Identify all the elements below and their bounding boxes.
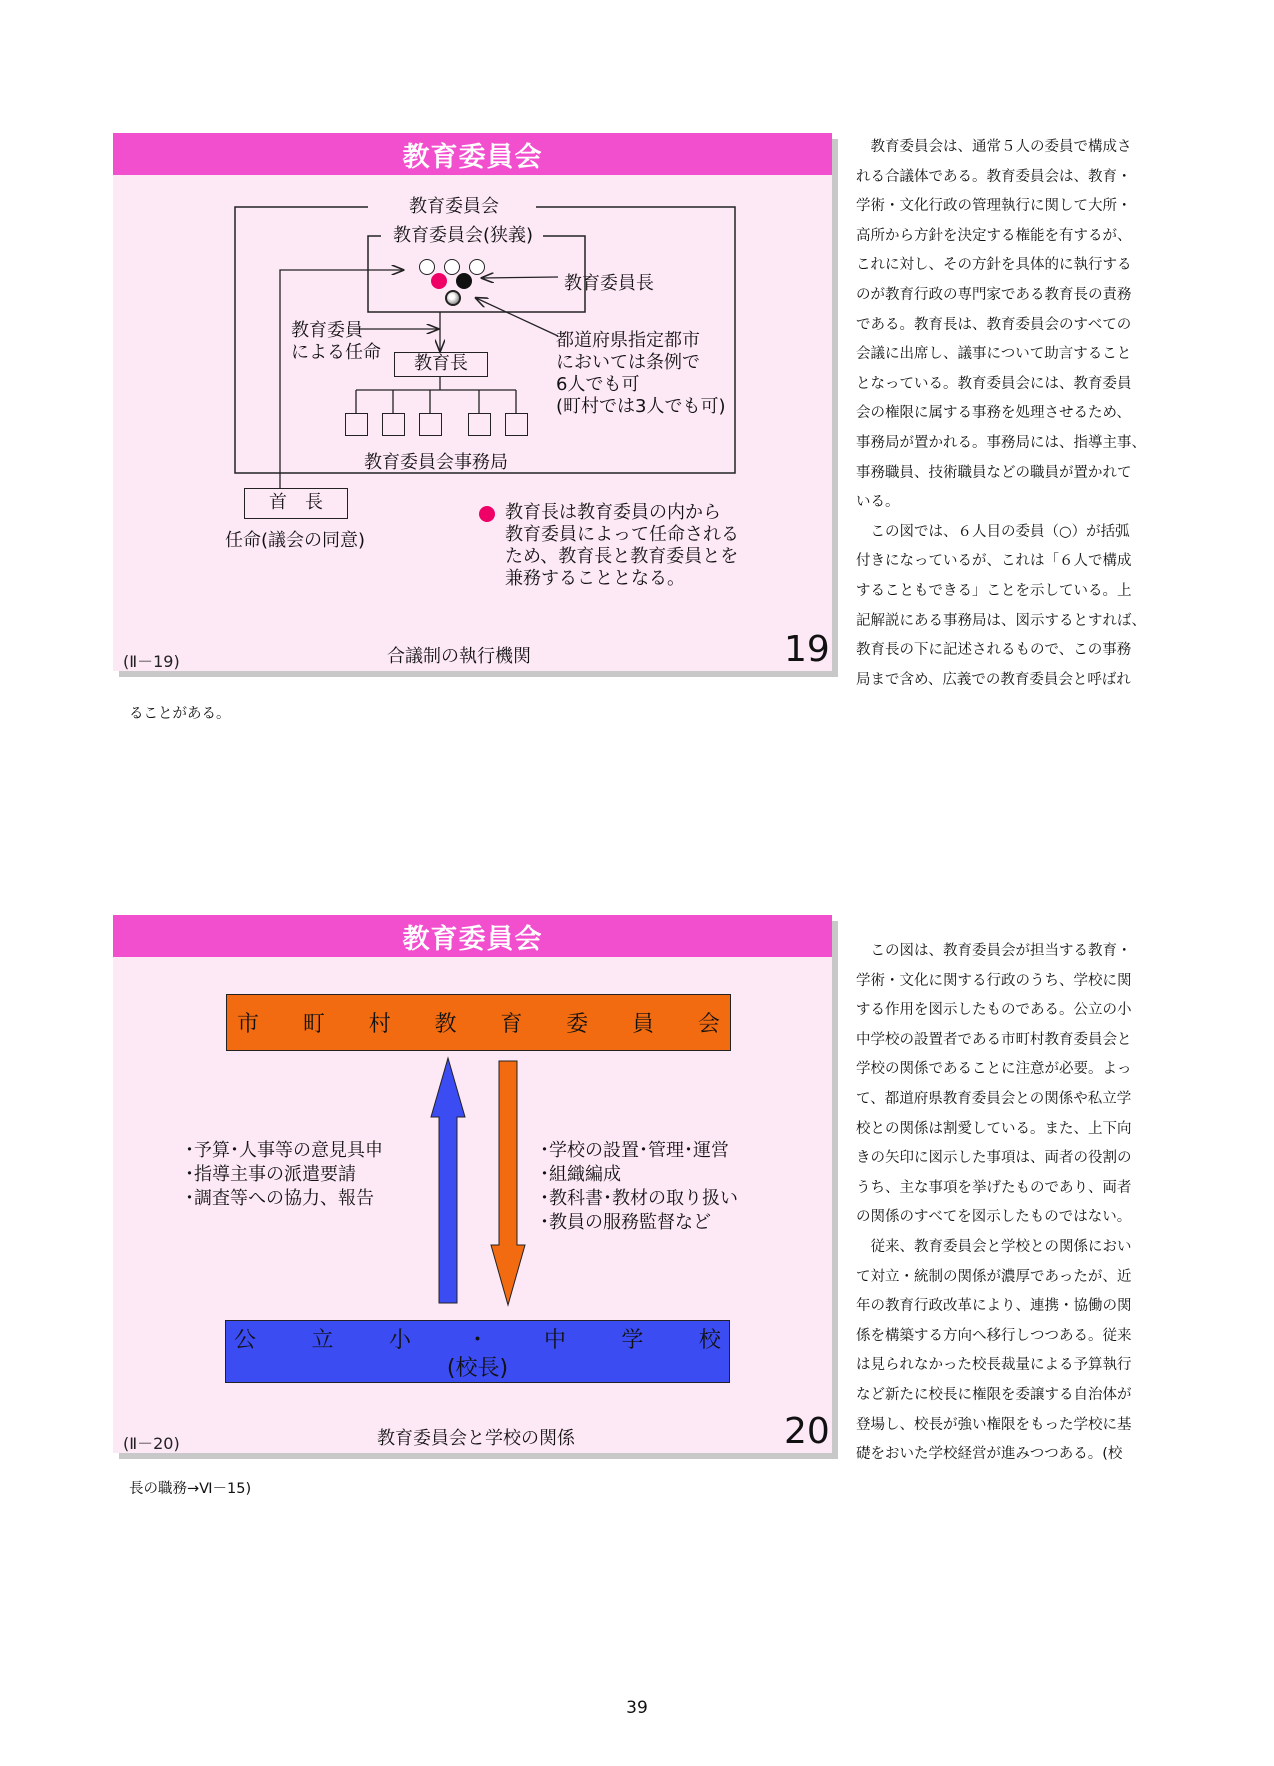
commentary-line: は見られなかった校長裁量による予算執行 [856,1357,1132,1374]
superintendent-box [394,352,488,377]
commentary-line: 中学校の設置者である市町村教育委員会と [856,1031,1132,1048]
commentary-line: 登場し、校長が強い権限をもった学校に基 [856,1416,1132,1433]
board-char: 委 [566,1012,589,1037]
commentary-19-continuation: ることがある。 [129,706,231,722]
member-circle [419,259,435,275]
school-char: 公 [234,1327,257,1353]
optional-sixth-member-icon [445,290,461,306]
school-char: 立 [311,1327,334,1353]
secretariat-unit-box [419,413,442,436]
slide-19 [113,133,832,671]
school-char: 校 [698,1327,721,1353]
board-to-school-items [540,1139,738,1235]
appoint-label [291,320,381,364]
school-char: 小 [388,1327,411,1353]
note-line: (町村では3人でも可) [556,396,726,417]
commentary-line: いる。 [856,494,900,511]
note-text [556,330,726,418]
slide-20 [113,915,832,1453]
member-circle [469,259,485,275]
commentary-line: うち、主な事項を挙げたものであり、両者 [856,1179,1132,1196]
commentary-line: のが教育行政の専門家である教育長の責務 [856,286,1132,303]
slide-code: (Ⅱ－19) [123,652,180,671]
school-to-board-items [185,1139,383,1211]
secretariat-unit-box [345,413,368,436]
slide-code: (Ⅱ－20) [123,1434,180,1453]
bullet-line: ため、教育長と教育委員とを [505,546,739,567]
board-to-school-item: ･組織編成 [540,1164,621,1185]
commentary-line: 学術・文化に関する行政のうち、学校に関 [856,972,1132,989]
board-char: 教 [434,1012,457,1037]
school-to-board-item: ･調査等への協力、報告 [185,1188,374,1209]
slide-caption: 合議制の執行機関 [387,646,531,667]
member-circle [444,259,460,275]
bullet-line: 教育委員によって任命される [505,524,739,545]
mayor-appoint-label: 任命(議会の同意) [225,530,366,551]
commentary-line: 従来、教育委員会と学校との関係におい [856,1238,1132,1255]
secretariat-unit-box [468,413,491,436]
school-to-board-item: ･予算･人事等の意見具申 [185,1140,383,1161]
commentary-line: である。教育長は、教育委員会のすべての [856,316,1132,333]
bullet-red-dot [479,506,495,522]
school-chars-row [226,1321,729,1351]
commentary-line: 局まで含め、広義での教育委員会と呼ばれ [856,671,1131,688]
commentary-line: この図は、教育委員会が担当する教育・ [856,943,1132,959]
commentary-line: 学校の関係であることに注意が必要。よっ [856,1061,1132,1078]
note-line: においては条例で [556,352,700,373]
commentary-line: 記解説にある事務局は、図示するとすれば、 [856,612,1146,629]
board-narrow-label: 教育委員会(狭義) [393,225,534,246]
superintendent-label: 教育長 [414,353,468,374]
chair-label: 教育委員長 [564,273,654,294]
board-char: 会 [697,1012,720,1037]
school-to-board-item: ･指導主事の派遣要請 [185,1164,356,1185]
slide-caption: 教育委員会と学校の関係 [377,1428,575,1449]
school-char: 学 [621,1327,644,1353]
board-to-school-item: ･教員の服務監督など [540,1212,711,1233]
downward-arrow [491,1061,525,1305]
page-number: 39 [626,1698,648,1718]
commentary-line: これに対し、その方針を具体的に執行する [856,257,1132,274]
commentary-line: 事務職員、技術職員などの職員が置かれて [856,464,1132,481]
commentary-line: することもできる」ことを示している。上 [856,582,1132,599]
board-char: 村 [368,1012,391,1037]
commentary-line: 会の権限に属する事務を処理させるため、 [856,405,1131,422]
commentary-20 [856,937,1132,1470]
board-to-school-item: ･教科書･教材の取り扱い [540,1188,738,1209]
commentary-line: など新たに校長に権限を委譲する自治体が [856,1386,1132,1403]
bullet-line: 兼務することとなる。 [505,568,685,589]
school-char: 中 [543,1327,566,1353]
mayor-label: 首 長 [269,492,323,513]
commentary-line: 会議に出席し、議事について助言すること [856,346,1132,363]
slide-header: 教育委員会 [113,915,832,957]
note-line: 都道府県指定都市 [556,330,700,351]
secretariat-unit-box [382,413,405,436]
board-char: 市 [237,1012,260,1037]
commentary-line: 高所から方針を決定する権能を有するが、 [856,227,1132,244]
commentary-line: となっている。教育委員会には、教育委員 [856,375,1132,392]
appoint-label-line: による任命 [291,342,381,363]
bullet-text [505,502,739,590]
commentary-line: きの矢印に図示した事項は、両者の役割の [856,1150,1132,1167]
commentary-line: 付きになっているが、これは「６人で構成 [856,553,1132,570]
school-char: ・ [466,1327,489,1353]
slide-number: 19 [784,629,830,670]
upward-arrow [431,1058,465,1303]
commentary-line: 事務局が置かれる。事務局には、指導主事、 [856,434,1146,451]
appoint-label-line: 教育委員 [291,320,363,341]
commentary-line: て対立・統制の関係が濃厚であったが、近 [856,1268,1132,1285]
commentary-line: この図では、６人目の委員（○）が括弧 [856,523,1130,540]
superintendent-member-dot [431,273,447,289]
commentary-20-continuation: 長の職務→Ⅵ－15) [129,1481,252,1497]
commentary-19 [856,133,1146,695]
secretariat-label: 教育委員会事務局 [364,452,508,473]
commentary-line: 学術・文化行政の管理執行に関して大所・ [856,198,1132,215]
board-char: 町 [302,1012,325,1037]
commentary-line: する作用を図示したものである。公立の小 [856,1002,1132,1019]
mayor-box [244,488,348,519]
board-char: 員 [632,1012,655,1037]
board-label: 教育委員会 [409,196,499,217]
slide-header: 教育委員会 [113,133,832,175]
chair-member-dot [456,273,472,289]
note-line: 6人でも可 [556,374,640,395]
commentary-line: 係を構築する方向へ移行しつつある。従来 [856,1327,1132,1344]
public-school-box [225,1320,730,1383]
board-char: 育 [500,1012,523,1037]
commentary-line: 年の教育行政改革により、連携・協働の関 [856,1298,1132,1315]
commentary-line: 教育長の下に記述されるもので、この事務 [856,642,1132,659]
slide-number: 20 [784,1411,830,1452]
bullet-line: 教育長は教育委員の内から [505,502,721,523]
principal-label: (校長) [446,1356,509,1381]
commentary-line: 礎をおいた学校経営が進みつつある。(校 [856,1446,1123,1463]
board-to-school-item: ･学校の設置･管理･運営 [540,1140,729,1161]
commentary-line: 教育委員会は、通常５人の委員で構成さ [856,139,1132,155]
secretariat-unit-box [505,413,528,436]
commentary-line: て、都道府県教育委員会との関係や私立学 [856,1090,1132,1107]
commentary-line: れる合議体である。教育委員会は、教育・ [856,168,1132,185]
commentary-line: 校との関係は割愛している。また、上下向 [856,1120,1132,1137]
commentary-line: の関係のすべてを図示したものではない。 [856,1209,1132,1226]
